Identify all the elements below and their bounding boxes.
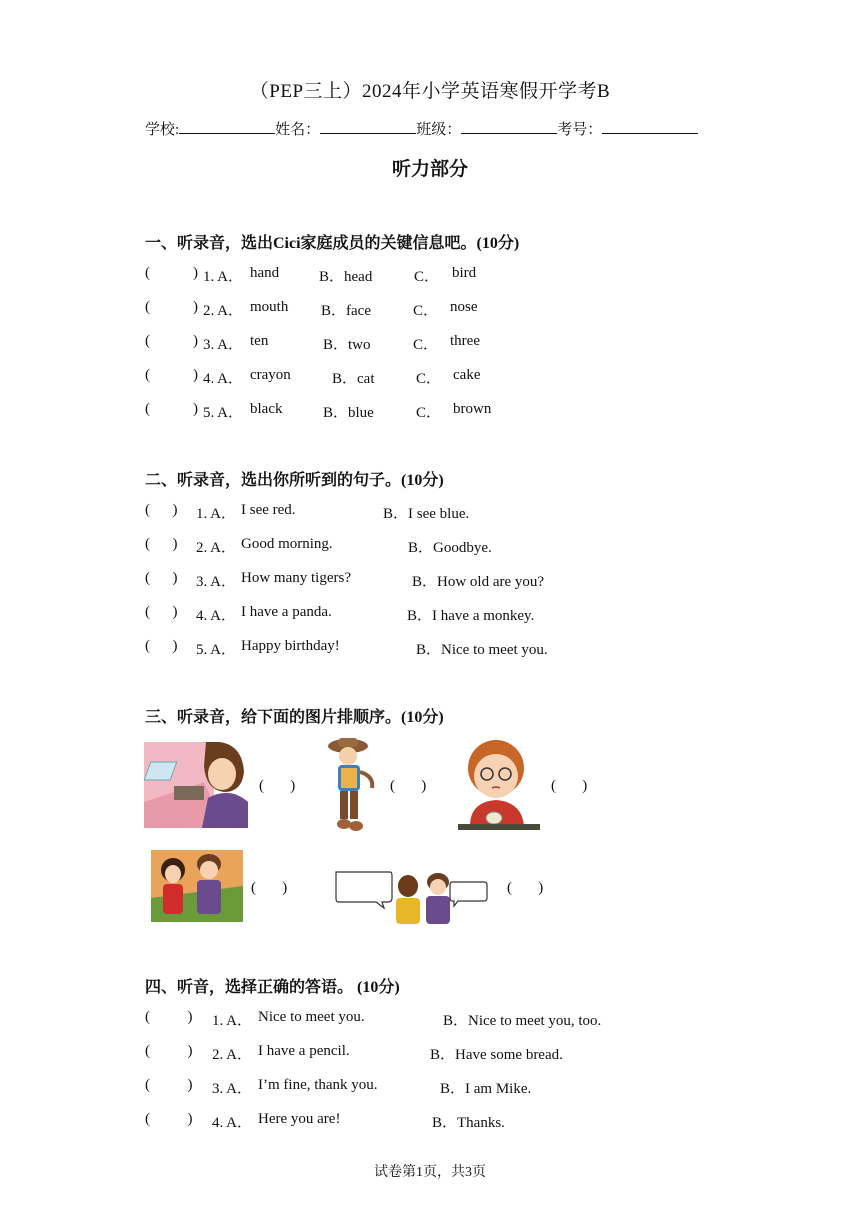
option-b: B．blue	[323, 405, 374, 421]
answer-paren: ( )	[145, 638, 178, 654]
question-number: 3. A．	[196, 574, 237, 590]
option-c-label: C．	[413, 337, 439, 353]
option-b: B．Nice to meet you, too.	[443, 1013, 602, 1029]
answer-paren-close: )	[193, 265, 198, 281]
order-paren-1: ( )	[259, 778, 296, 794]
option-b: B．I see blue.	[383, 506, 470, 522]
two-kids-picture	[151, 850, 243, 922]
school-blank[interactable]	[179, 119, 275, 134]
answer-paren-open: (	[145, 299, 150, 315]
answer-paren: ( )	[145, 1077, 193, 1093]
question-number: 4. A．	[196, 608, 237, 624]
answer-paren: ( )	[145, 604, 178, 620]
number-blank[interactable]	[602, 119, 698, 134]
option-a: I see red.	[241, 502, 296, 518]
answer-paren: ( )	[145, 1009, 193, 1025]
option-c: bird	[452, 265, 477, 281]
option-b: B．face	[321, 303, 371, 319]
cowboy-picture	[326, 736, 382, 834]
option-c-label: C．	[414, 269, 440, 285]
question-number: 5. A．	[203, 405, 244, 421]
student-info-line	[145, 118, 698, 139]
class-blank[interactable]	[461, 119, 557, 134]
page-title: （PEP三上）2024年小学英语寒假开学考B	[249, 81, 611, 102]
option-b: B．two	[323, 337, 371, 353]
answer-paren-open: (	[145, 401, 150, 417]
order-paren-2: ( )	[390, 778, 427, 794]
option-c: cake	[453, 367, 481, 383]
option-a: crayon	[250, 367, 291, 383]
question-number: 3. A．	[203, 337, 244, 353]
name-label: 姓名：	[275, 122, 321, 138]
option-a: mouth	[250, 299, 289, 315]
option-a: Good morning.	[241, 536, 333, 552]
answer-paren-close: )	[193, 401, 198, 417]
option-b: B．How old are you?	[412, 574, 545, 590]
number-label: 考号：	[557, 122, 603, 138]
option-a: Here you are!	[258, 1111, 341, 1127]
option-b: B．Thanks.	[432, 1115, 505, 1131]
answer-paren-open: (	[145, 265, 150, 281]
section-3-heading: 三、听录音，给下面的图片排顺序。(10分)	[145, 709, 444, 726]
question-number: 4. A．	[212, 1115, 253, 1131]
option-b: B．I have a monkey.	[407, 608, 535, 624]
answer-paren: ( )	[145, 570, 178, 586]
school-label: 学校:	[145, 122, 180, 138]
name-blank[interactable]	[320, 119, 416, 134]
order-paren-5: ( )	[507, 880, 544, 896]
answer-paren: ( )	[145, 502, 178, 518]
option-a: I’m fine, thank you.	[258, 1077, 378, 1093]
question-number: 2. A．	[212, 1047, 253, 1063]
boys-talking-picture	[334, 868, 490, 924]
order-paren-3: ( )	[551, 778, 588, 794]
section-2-heading: 二、听录音，选出你所听到的句子。(10分)	[145, 472, 444, 489]
question-number: 1. A．	[196, 506, 237, 522]
page-footer: 试卷第1页，共3页	[374, 1165, 486, 1180]
option-c: brown	[453, 401, 492, 417]
answer-paren-open: (	[145, 367, 150, 383]
option-b: B．Goodbye.	[408, 540, 492, 556]
answer-paren-open: (	[145, 333, 150, 349]
question-number: 4. A．	[203, 371, 244, 387]
answer-paren: ( )	[145, 1111, 193, 1127]
option-c-label: C．	[416, 405, 442, 421]
option-a: black	[250, 401, 283, 417]
option-b: B．Nice to meet you.	[416, 642, 548, 658]
question-number: 2. A．	[203, 303, 244, 319]
order-paren-4: ( )	[251, 880, 288, 896]
option-a: I have a panda.	[241, 604, 332, 620]
class-label: 班级：	[416, 122, 462, 138]
option-c-label: C．	[416, 371, 442, 387]
option-b: B．cat	[332, 371, 375, 387]
answer-paren-close: )	[193, 367, 198, 383]
question-number: 1. A．	[203, 269, 244, 285]
answer-paren-close: )	[193, 333, 198, 349]
option-c-label: C．	[413, 303, 439, 319]
section-1-heading: 一、听录音，选出Cici家庭成员的关键信息吧。(10分)	[145, 235, 520, 252]
option-a: I have a pencil.	[258, 1043, 350, 1059]
option-a: ten	[250, 333, 269, 349]
question-number: 1. A．	[212, 1013, 253, 1029]
option-c: nose	[450, 299, 478, 315]
option-a: hand	[250, 265, 280, 281]
answer-paren: ( )	[145, 1043, 193, 1059]
question-number: 5. A．	[196, 642, 237, 658]
question-number: 3. A．	[212, 1081, 253, 1097]
section-4-heading: 四、听音，选择正确的答语。 (10分)	[145, 979, 400, 996]
boy-computer-picture	[144, 742, 248, 828]
option-a: Nice to meet you.	[258, 1009, 365, 1025]
option-a: Happy birthday!	[241, 638, 340, 654]
answer-paren: ( )	[145, 536, 178, 552]
answer-paren-close: )	[193, 299, 198, 315]
question-number: 2. A．	[196, 540, 237, 556]
option-b: B．head	[319, 269, 373, 285]
boy-glasses-picture	[458, 738, 542, 832]
section-subtitle: 听力部分	[391, 159, 468, 180]
option-b: B．I am Mike.	[440, 1081, 532, 1097]
option-b: B．Have some bread.	[430, 1047, 563, 1063]
option-a: How many tigers?	[241, 570, 351, 586]
option-c: three	[450, 333, 480, 349]
